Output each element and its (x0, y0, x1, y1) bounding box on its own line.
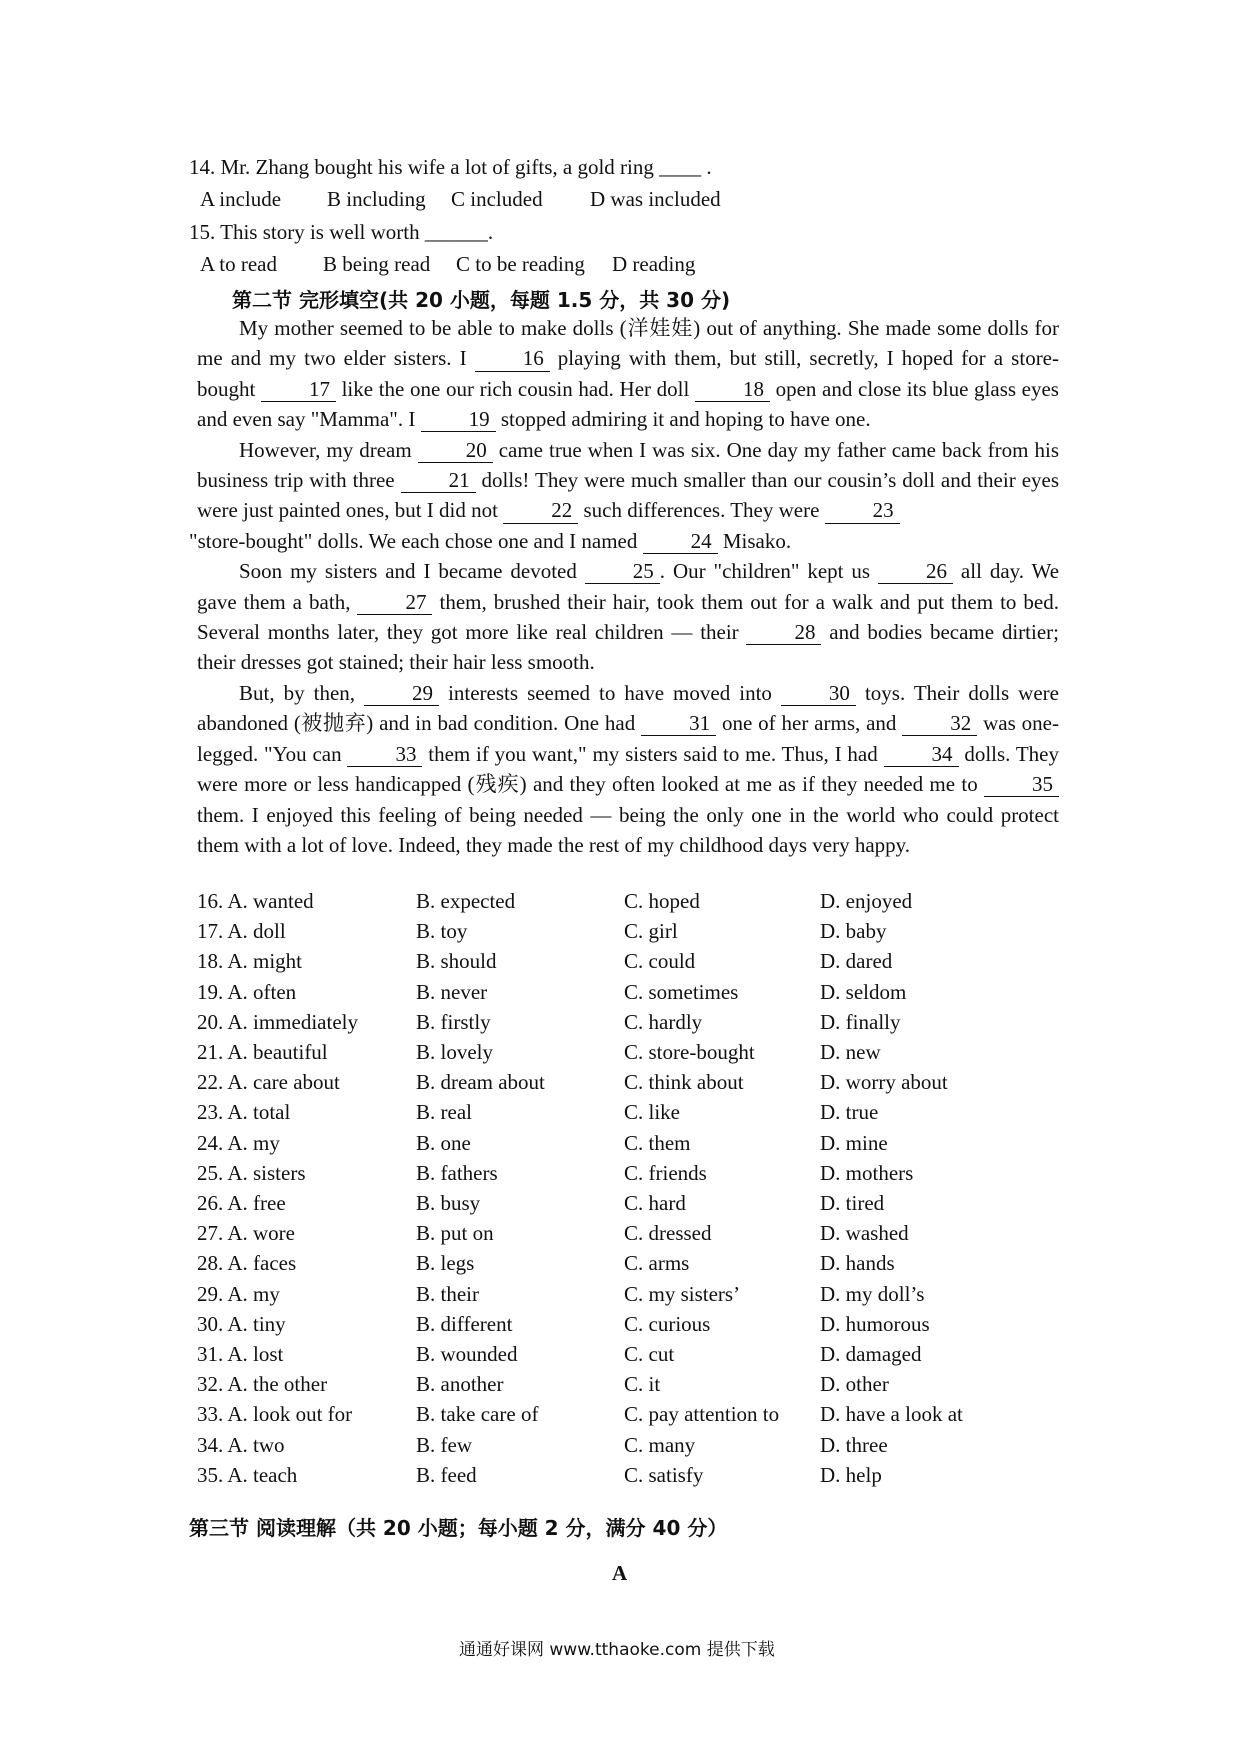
option-b: B. never (416, 979, 488, 1004)
passage-text: them if you want," my sisters said to me. Thus, I had (422, 741, 884, 766)
option-c: C. dressed (624, 1221, 712, 1246)
option-b: B. different (416, 1311, 513, 1336)
option-c: C. my sisters’ (624, 1281, 741, 1306)
option-row (197, 949, 1057, 979)
passage-text: came true when I was six. One day my father came back from his business trip with three (197, 437, 1059, 493)
option-a: 21. A. beautiful (197, 1040, 328, 1064)
option-a: 22. A. care about (197, 1070, 340, 1095)
option-a: 20. A. immediately (197, 1009, 358, 1034)
blank-16: 16 (475, 347, 550, 371)
option-row (197, 980, 1057, 1010)
option-a: 18. A. might (197, 949, 303, 974)
blank-32: 32 (902, 712, 977, 736)
blank-21: 21 (401, 469, 476, 493)
option-b: B. take care of (416, 1402, 539, 1427)
passage-text: open and close its blue glass eyes and even say "Mamma". I (197, 376, 1059, 432)
question-14-option-b: B including (327, 187, 426, 211)
option-a: 16. A. wanted (197, 889, 314, 913)
blank-25: 25 (585, 560, 660, 584)
option-b: B. should (416, 949, 497, 974)
passage-text: such differences. They were (578, 498, 825, 523)
option-c: C. sometimes (624, 979, 739, 1004)
option-a: 33. A. look out for (197, 1402, 353, 1427)
option-row (197, 1282, 1057, 1312)
passage-text: My mother seemed to be able to make dolls (洋娃娃) out of anything. She made some dolls for me and my two elder sisters. I (197, 316, 1059, 371)
passage-text: But, by then, (239, 680, 365, 705)
option-d: D. three (820, 1432, 888, 1457)
blank-28: 28 (746, 621, 821, 645)
option-b: B. real (416, 1100, 472, 1125)
option-d: D. worry about (820, 1070, 948, 1095)
option-c: C. like (624, 1100, 680, 1125)
option-d: D. enjoyed (820, 889, 913, 913)
option-a: 29. A. my (197, 1281, 280, 1306)
option-c: C. satisfy (624, 1462, 704, 1487)
option-a: 28. A. faces (197, 1251, 297, 1276)
option-d: D. other (820, 1372, 889, 1397)
passage-text: one of her arms, and (716, 711, 903, 736)
option-d: D. new (820, 1040, 881, 1064)
option-c: C. hard (624, 1191, 686, 1215)
blank-34: 34 (884, 743, 959, 767)
option-c: C. girl (624, 919, 678, 944)
option-c: C. could (624, 949, 696, 974)
cloze-passage (189, 313, 1060, 860)
option-d: D. seldom (820, 979, 907, 1004)
option-a: 31. A. lost (197, 1342, 284, 1366)
option-c: C. many (624, 1432, 696, 1457)
passage-text: all day. We gave them a bath, (197, 559, 1060, 614)
passage-paragraph-4 (197, 678, 1059, 860)
passage-text: was one-legged. "You can (197, 711, 1059, 766)
option-b: B. another (416, 1372, 504, 1397)
option-c: C. pay attention to (624, 1402, 780, 1427)
option-d: D. dared (820, 949, 893, 974)
blank-33: 33 (347, 743, 422, 767)
option-a: 19. A. often (197, 979, 297, 1004)
blank-31: 31 (641, 712, 716, 736)
option-d: D. mine (820, 1130, 888, 1155)
blank-35: 35 (984, 773, 1059, 797)
blank-20: 20 (418, 439, 493, 463)
option-c: C. them (624, 1130, 691, 1155)
blank-24: 24 (643, 530, 718, 554)
passage-text: . Our "children" kept us (659, 559, 879, 584)
passage-text: "store-bought" dolls. We each chose one and I named (189, 528, 643, 553)
option-row (197, 1342, 1057, 1372)
question-15-stem: 15. This story is well worth ______. (189, 220, 494, 244)
option-row (197, 1372, 1057, 1402)
option-b: B. put on (416, 1221, 494, 1246)
option-d: D. finally (820, 1009, 901, 1034)
passage-text: and bodies became dirtier; their dresses got stained; their hair less smooth. (197, 620, 1059, 675)
question-15-option-d: D reading (612, 252, 696, 276)
passage-text: stopped admiring it and hoping to have one. (495, 407, 871, 432)
option-a: 27. A. wore (197, 1221, 295, 1246)
question-15-option-a: A to read (200, 252, 277, 276)
option-b: B. feed (416, 1462, 477, 1487)
option-b: B. expected (416, 889, 516, 913)
option-b: B. one (416, 1130, 471, 1155)
passage-text: Soon my sisters and I became devoted (239, 559, 585, 584)
blank-30: 30 (781, 682, 856, 706)
option-d: D. baby (820, 919, 887, 944)
blank-18: 18 (695, 378, 770, 402)
option-row (197, 1433, 1057, 1463)
option-row (197, 1131, 1057, 1161)
option-b: B. legs (416, 1251, 475, 1276)
passage-text: dolls. They were more or less handicapped (残疾) and they often looked at me as if they needed me to (197, 741, 1059, 797)
option-row (197, 1221, 1057, 1251)
option-c: C. it (624, 1372, 661, 1397)
option-row (197, 1040, 1057, 1070)
option-a: 32. A. the other (197, 1372, 328, 1397)
option-b: B. dream about (416, 1070, 545, 1095)
option-d: D. tired (820, 1191, 885, 1215)
passage-text: However, my dream (239, 437, 418, 462)
option-b: B. lovely (416, 1040, 493, 1064)
page-footer: 通通好课网 www.tthaoke.com 提供下载 (459, 1640, 775, 1660)
option-d: D. washed (820, 1221, 909, 1246)
option-row (197, 1070, 1057, 1100)
option-row (197, 889, 1057, 919)
option-a: 26. A. free (197, 1191, 286, 1215)
option-d: D. my doll’s (820, 1281, 925, 1306)
question-15-option-c: C to be reading (456, 252, 585, 276)
question-14-option-a: A include (200, 187, 282, 211)
passage-text: like the one our rich cousin had. Her doll (335, 376, 695, 401)
passage-paragraph-2 (189, 435, 1060, 557)
option-row (197, 1312, 1057, 1342)
blank-26: 26 (878, 560, 953, 584)
option-row (197, 1463, 1057, 1493)
blank-19: 19 (421, 408, 496, 432)
question-14-option-d: D was included (590, 187, 721, 211)
option-a: 23. A. total (197, 1100, 291, 1125)
option-row (197, 1402, 1057, 1432)
option-c: C. arms (624, 1251, 690, 1276)
option-c: C. cut (624, 1342, 675, 1366)
option-row (197, 1161, 1057, 1191)
option-c: C. friends (624, 1160, 707, 1185)
passage-text: toys. Their dolls were abandoned (被抛弃) and in bad condition. One had (197, 680, 1059, 736)
section-3-title: 第三节 阅读理解（共 20 小题；每小题 2 分，满分 40 分） (189, 1516, 728, 1540)
passage-text: interests seemed to have moved into (439, 680, 781, 705)
option-row (197, 1010, 1057, 1040)
option-d: D. help (820, 1462, 882, 1487)
option-b: B. toy (416, 919, 468, 944)
option-d: D. hands (820, 1251, 895, 1276)
option-d: D. have a look at (820, 1402, 963, 1427)
option-b: B. fathers (416, 1160, 498, 1185)
option-a: 25. A. sisters (197, 1160, 306, 1185)
passage-a-label: A (612, 1561, 628, 1585)
question-14-stem: 14. Mr. Zhang bought his wife a lot of gifts, a gold ring ____ . (189, 155, 712, 179)
option-row (197, 1191, 1057, 1221)
blank-17: 17 (261, 378, 336, 402)
option-d: D. true (820, 1100, 879, 1125)
option-c: C. store-bought (624, 1040, 755, 1064)
option-row (197, 1100, 1057, 1130)
section-2-title: 第二节 完形填空(共 20 小题，每题 1.5 分，共 30 分) (232, 288, 731, 312)
option-b: B. busy (416, 1191, 481, 1215)
option-a: 35. A. teach (197, 1462, 298, 1487)
passage-text: dolls! They were much smaller than our cousin’s doll and their eyes were just painted ones, but I did not (197, 468, 1060, 523)
option-d: D. humorous (820, 1311, 930, 1336)
option-b: B. wounded (416, 1342, 518, 1366)
option-row (197, 1251, 1057, 1281)
option-b: B. firstly (416, 1009, 491, 1034)
passage-paragraph-3 (197, 556, 1059, 678)
passage-text: Misako. (717, 528, 792, 553)
option-a: 17. A. doll (197, 919, 286, 944)
blank-23: 23 (825, 499, 900, 523)
option-a: 34. A. two (197, 1432, 285, 1457)
option-d: D. damaged (820, 1342, 922, 1366)
option-a: 24. A. my (197, 1130, 280, 1155)
question-15-option-b: B being read (323, 252, 431, 276)
passage-text: them. I enjoyed this feeling of being needed — being the only one in the world who could protect them with a lot of love. Indeed, they made the rest of my childhood days very happy. (197, 802, 1059, 857)
option-b: B. their (416, 1281, 479, 1306)
question-14-option-c: C included (451, 187, 543, 211)
option-row (197, 919, 1057, 949)
option-c: C. hardly (624, 1009, 703, 1034)
blank-27: 27 (357, 591, 432, 615)
passage-text: them, brushed their hair, took them out for a walk and put them to bed. Several months later, they got more like real children — their (197, 589, 1060, 645)
passage-paragraph-1 (197, 313, 1059, 435)
option-c: C. think about (624, 1070, 744, 1095)
option-c: C. hoped (624, 889, 700, 913)
option-b: B. few (416, 1432, 472, 1457)
blank-29: 29 (364, 682, 439, 706)
blank-22: 22 (503, 499, 578, 523)
passage-text: playing with them, but still, secretly, I hoped for a store-bought (197, 346, 1059, 401)
option-d: D. mothers (820, 1160, 914, 1185)
option-c: C. curious (624, 1311, 711, 1336)
option-a: 30. A. tiny (197, 1311, 286, 1336)
